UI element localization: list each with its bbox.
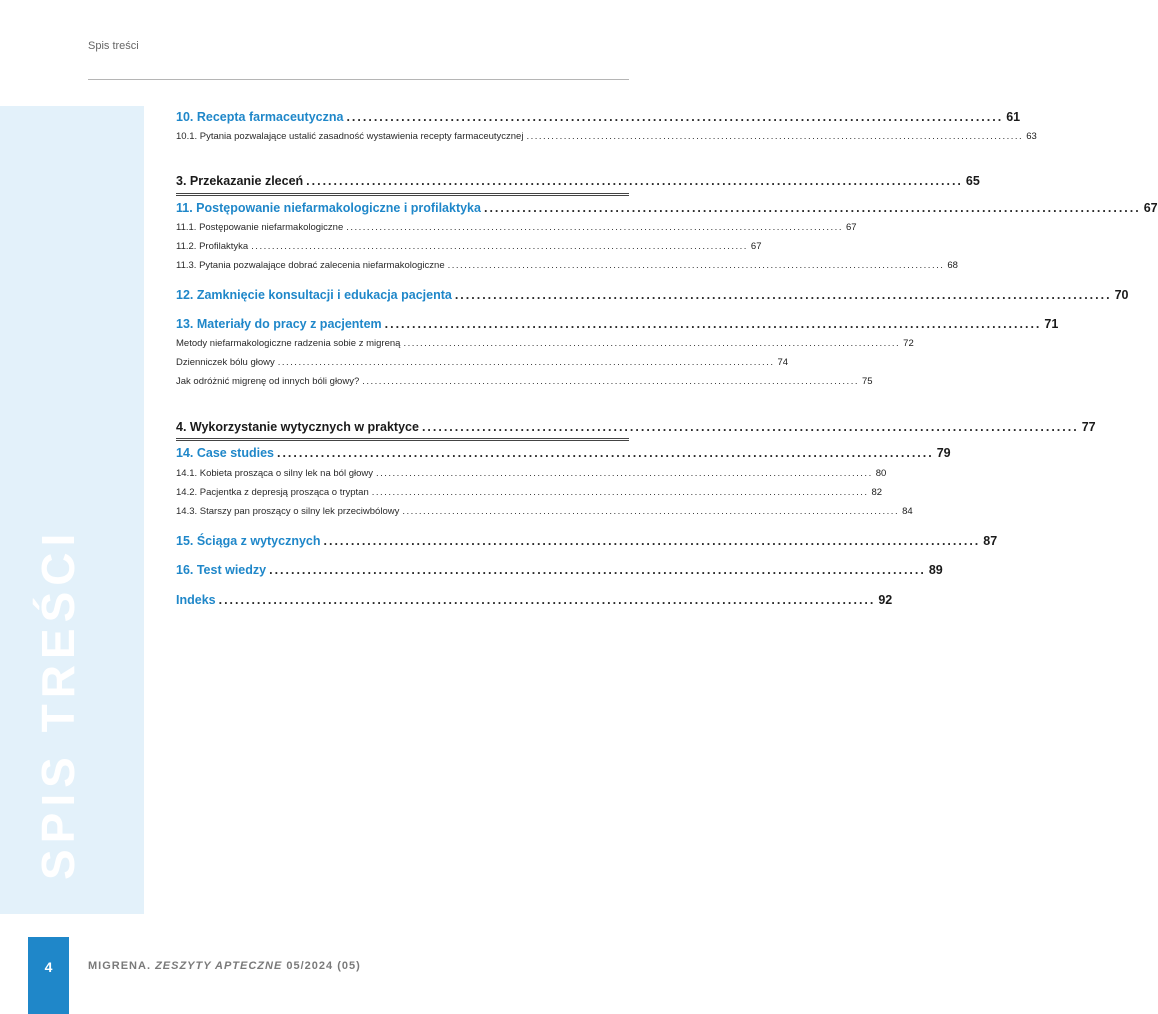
leader-dots: ........................................................................................................................ (371, 487, 869, 498)
toc-subentry[interactable] (176, 260, 958, 271)
issue-number: 05/2024 (05) (286, 960, 361, 972)
leader-dots: ........................................................................................................................ (269, 563, 926, 577)
toc-entry-label: 3. Przekazanie zleceń (176, 174, 304, 188)
toc-entry-page: 72 (903, 338, 914, 349)
toc-entry-label: 11.3. Pytania pozwalające dobrać zalecenia niefarmakologiczne (176, 260, 445, 271)
leader-dots: ........................................................................................................................ (483, 201, 1141, 215)
toc-subentry[interactable] (176, 357, 789, 368)
journal-name: MIGRENA. (88, 960, 151, 972)
toc-entry[interactable] (176, 446, 951, 460)
toc-subentry[interactable] (176, 222, 857, 233)
toc-entry-label: 14.2. Pacjentka z depresją prosząca o tryptan (176, 487, 369, 498)
toc-subentry[interactable] (176, 506, 913, 517)
toc-entry[interactable] (176, 563, 943, 577)
side-title: SPIS TREŚCI (32, 527, 84, 880)
toc-entry-page: 67 (750, 241, 762, 252)
toc-entry-page: 77 (1081, 420, 1096, 434)
toc-entry-page: 84 (902, 506, 913, 517)
toc-entry-label: 15. Ściąga z wytycznych (176, 534, 321, 548)
section-rule (176, 438, 629, 439)
running-head: Spis treści (88, 40, 139, 52)
page-number-box (28, 937, 69, 1014)
toc-entry-label: Dzienniczek bólu głowy (176, 357, 275, 368)
toc-subentry[interactable] (176, 487, 883, 498)
toc-entry-page: 71 (1044, 317, 1059, 331)
toc-entry[interactable] (176, 317, 1059, 331)
toc-entry-label: Indeks (176, 593, 216, 607)
toc-entry-label: 11.1. Postępowanie niefarmakologiczne (176, 222, 344, 233)
leader-dots: ........................................................................................................................ (447, 260, 945, 271)
toc-entry-label: 14.1. Kobieta prosząca o silny lek na ból głowy (176, 468, 373, 479)
toc-entry[interactable] (176, 534, 998, 548)
toc-entry[interactable] (176, 201, 1158, 215)
leader-dots: ........................................................................................................................ (251, 241, 748, 252)
toc-entry-page: 61 (1006, 110, 1021, 124)
leader-dots: ........................................................................................................................ (362, 376, 859, 387)
toc-part-entry[interactable] (176, 174, 980, 188)
leader-dots: ........................................................................................................................ (402, 506, 900, 517)
section-rule (176, 193, 629, 194)
toc-entry-page: 74 (777, 357, 789, 368)
toc-subentry[interactable] (176, 376, 873, 387)
toc-subentry[interactable] (176, 241, 762, 252)
toc-entry-page: 63 (1026, 131, 1037, 142)
toc-entry-label: Jak odróżnić migrenę od innych bóli głowy? (176, 376, 360, 387)
toc-entry-label: 16. Test wiedzy (176, 563, 267, 577)
leader-dots: ........................................................................................................................ (526, 131, 1024, 142)
leader-dots: ........................................................................................................................ (421, 420, 1079, 434)
toc-entry-page: 65 (965, 174, 980, 188)
leader-dots: ........................................................................................................................ (454, 288, 1112, 302)
toc-entry-page: 80 (875, 468, 887, 479)
footer-journal (88, 960, 361, 972)
toc-entry-label: 4. Wykorzystanie wytycznych w praktyce (176, 420, 419, 434)
series-name: ZESZYTY APTECZNE (155, 960, 283, 972)
leader-dots: ........................................................................................................................ (403, 338, 901, 349)
leader-dots: ........................................................................................................................ (346, 222, 843, 233)
toc-entry[interactable] (176, 110, 1021, 124)
toc-entry-label: 13. Materiały do pracy z pacjentem (176, 317, 382, 331)
leader-dots: ........................................................................................................................ (276, 446, 934, 460)
toc-subentry[interactable] (176, 468, 887, 479)
toc-entry-label: 11.2. Profilaktyka (176, 241, 249, 252)
toc-entry-page: 79 (936, 446, 951, 460)
toc-entry-label: 14. Case studies (176, 446, 274, 460)
toc-entry-page: 68 (947, 260, 958, 271)
toc-entry-page: 89 (928, 563, 943, 577)
toc-entry-page: 67 (845, 222, 857, 233)
toc-entry-page: 75 (861, 376, 873, 387)
toc-entry-label: 14.3. Starszy pan proszący o silny lek przeciwbólowy (176, 506, 400, 517)
leader-dots: ........................................................................................................................ (306, 174, 963, 188)
toc-entry[interactable] (176, 288, 1129, 302)
leader-dots: ........................................................................................................................ (323, 534, 981, 548)
toc-entry-page: 70 (1114, 288, 1129, 302)
toc-part-entry[interactable] (176, 420, 1096, 434)
toc-entry-page: 82 (871, 487, 883, 498)
header-rule (88, 79, 629, 80)
toc-entry-label: Metody niefarmakologiczne radzenia sobie z migreną (176, 338, 401, 349)
leader-dots: ........................................................................................................................ (375, 468, 873, 479)
toc-entry-label: 12. Zamknięcie konsultacji i edukacja pacjenta (176, 288, 452, 302)
toc-subentry[interactable] (176, 131, 1037, 142)
leader-dots: ........................................................................................................................ (218, 593, 876, 607)
toc-entry-label: 11. Postępowanie niefarmakologiczne i profilaktyka (176, 201, 481, 215)
toc-entry-page: 87 (983, 534, 998, 548)
toc-entry-label: 10.1. Pytania pozwalające ustalić zasadność wystawienia recepty farmaceutycznej (176, 131, 524, 142)
toc-entry-page: 92 (878, 593, 893, 607)
leader-dots: ........................................................................................................................ (346, 110, 1004, 124)
leader-dots: ........................................................................................................................ (384, 317, 1042, 331)
toc-subentry[interactable] (176, 338, 914, 349)
leader-dots: ........................................................................................................................ (277, 357, 775, 368)
toc-entry-page: 67 (1143, 201, 1158, 215)
page-number: 4 (44, 959, 53, 975)
toc-entry-label: 10. Recepta farmaceutyczna (176, 110, 344, 124)
toc-entry[interactable] (176, 593, 893, 607)
